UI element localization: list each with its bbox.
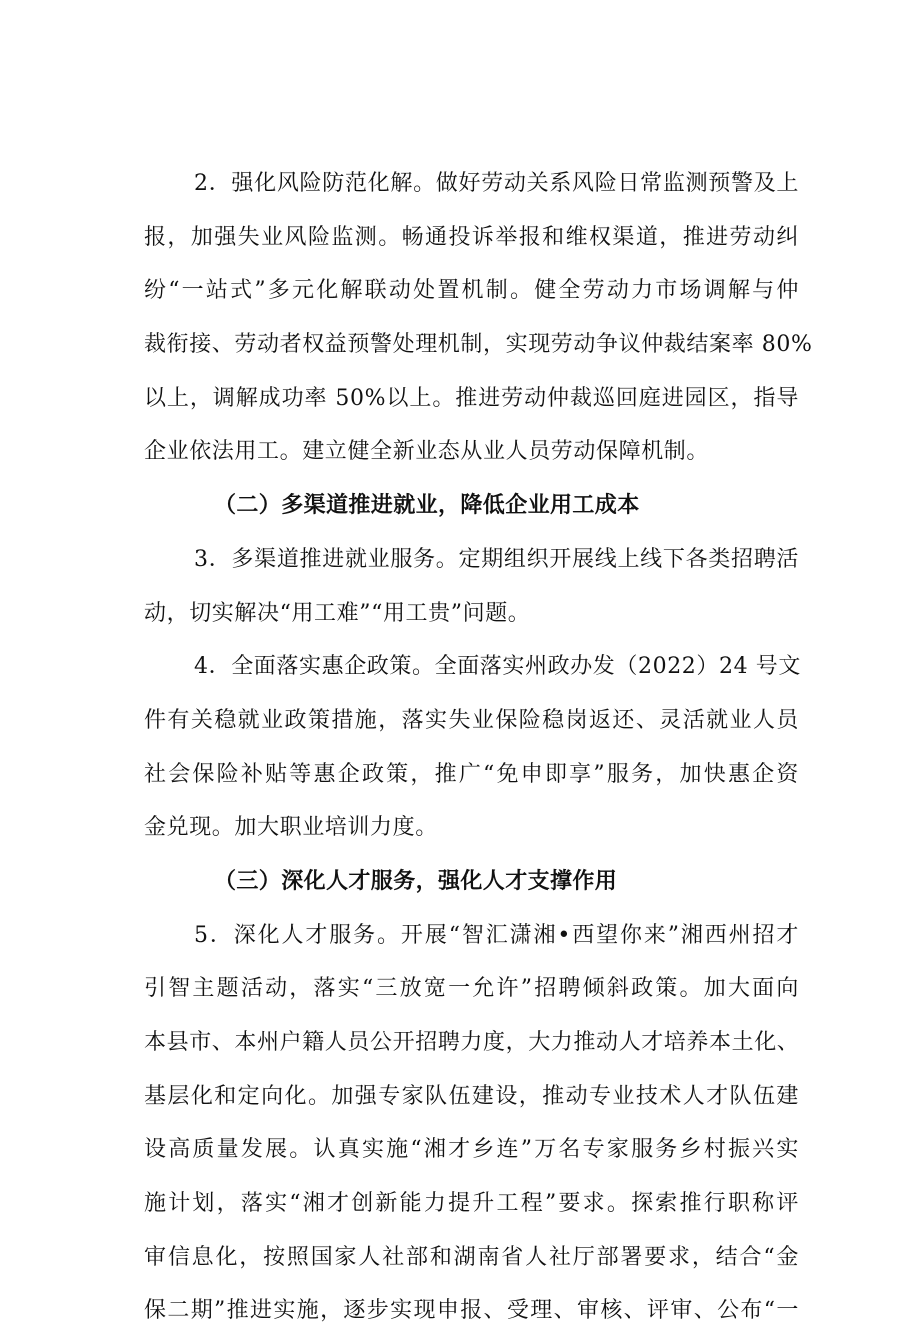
paragraph-risk-prevention (144, 157, 813, 479)
text-line: 保二期”推进实施，逐步实现申报、受理、审核、评审、公布“一 (144, 1298, 799, 1324)
text-line: 5．深化人才服务。开展“智汇潇湘•西望你来”湘西州招才 (194, 922, 799, 948)
text-line: 2．强化风险防范化解。做好劳动关系风险日常监测预警及上 (194, 171, 799, 196)
text-line: 裁衔接、劳动者权益预警处理机制，实现劳动争议仲裁结案率 80% (144, 332, 813, 358)
text-line: 企业依法用工。建立健全新业态从业人员劳动保障机制。 (144, 439, 710, 465)
text-line: 报，加强失业风险监测。畅通投诉举报和维权渠道，推进劳动纠 (144, 224, 799, 250)
text-line: 金兑现。加大职业培训力度。 (144, 815, 438, 841)
text-line: 纷“一站式”多元化解联动处置机制。健全劳动力市场调解与仲 (144, 278, 799, 304)
paragraph-enterprise-policy (144, 640, 799, 855)
text-line: 施计划，落实“湘才创新能力提升工程”要求。探索推行职称评 (144, 1191, 799, 1217)
text-line: 动，切实解决“用工难”“用工贵”问题。 (144, 600, 531, 626)
text-line: 设高质量发展。认真实施“湘才乡连”万名专家服务乡村振兴实 (144, 1137, 799, 1163)
paragraph-employment-service (144, 533, 799, 640)
text-line: 审信息化，按照国家人社部和湖南省人社厅部署要求，结合“金 (144, 1244, 799, 1270)
text-line: 引智主题活动，落实“三放宽一允许”招聘倾斜政策。加大面向 (144, 976, 799, 1002)
paragraph-talent-service (144, 909, 799, 1338)
text-line: 基层化和定向化。加强专家队伍建设，推动专业技术人才队伍建 (144, 1083, 799, 1109)
text-line: 本县市、本州户籍人员公开招聘力度，大力推动人才培养本土化、 (144, 1030, 800, 1055)
text-line: 4．全面落实惠企政策。全面落实州政办发（2022）24 号文 (194, 654, 801, 680)
section-heading: （二）多渠道推进就业，降低企业用工成本 (214, 493, 640, 519)
text-line: 以上，调解成功率 50%以上。推进劳动仲裁巡回庭进园区，指导 (144, 385, 799, 411)
section-heading: （三）深化人才服务，强化人才支撑作用 (214, 868, 618, 894)
document-body (144, 157, 813, 1338)
text-line: 件有关稳就业政策措施，落实失业保险稳岗返还、灵活就业人员 (144, 707, 799, 733)
text-line: 社会保险补贴等惠企政策，推广“免申即享”服务，加快惠企资 (144, 761, 799, 787)
text-line: 3．多渠道推进就业服务。定期组织开展线上线下各类招聘活 (194, 546, 799, 572)
